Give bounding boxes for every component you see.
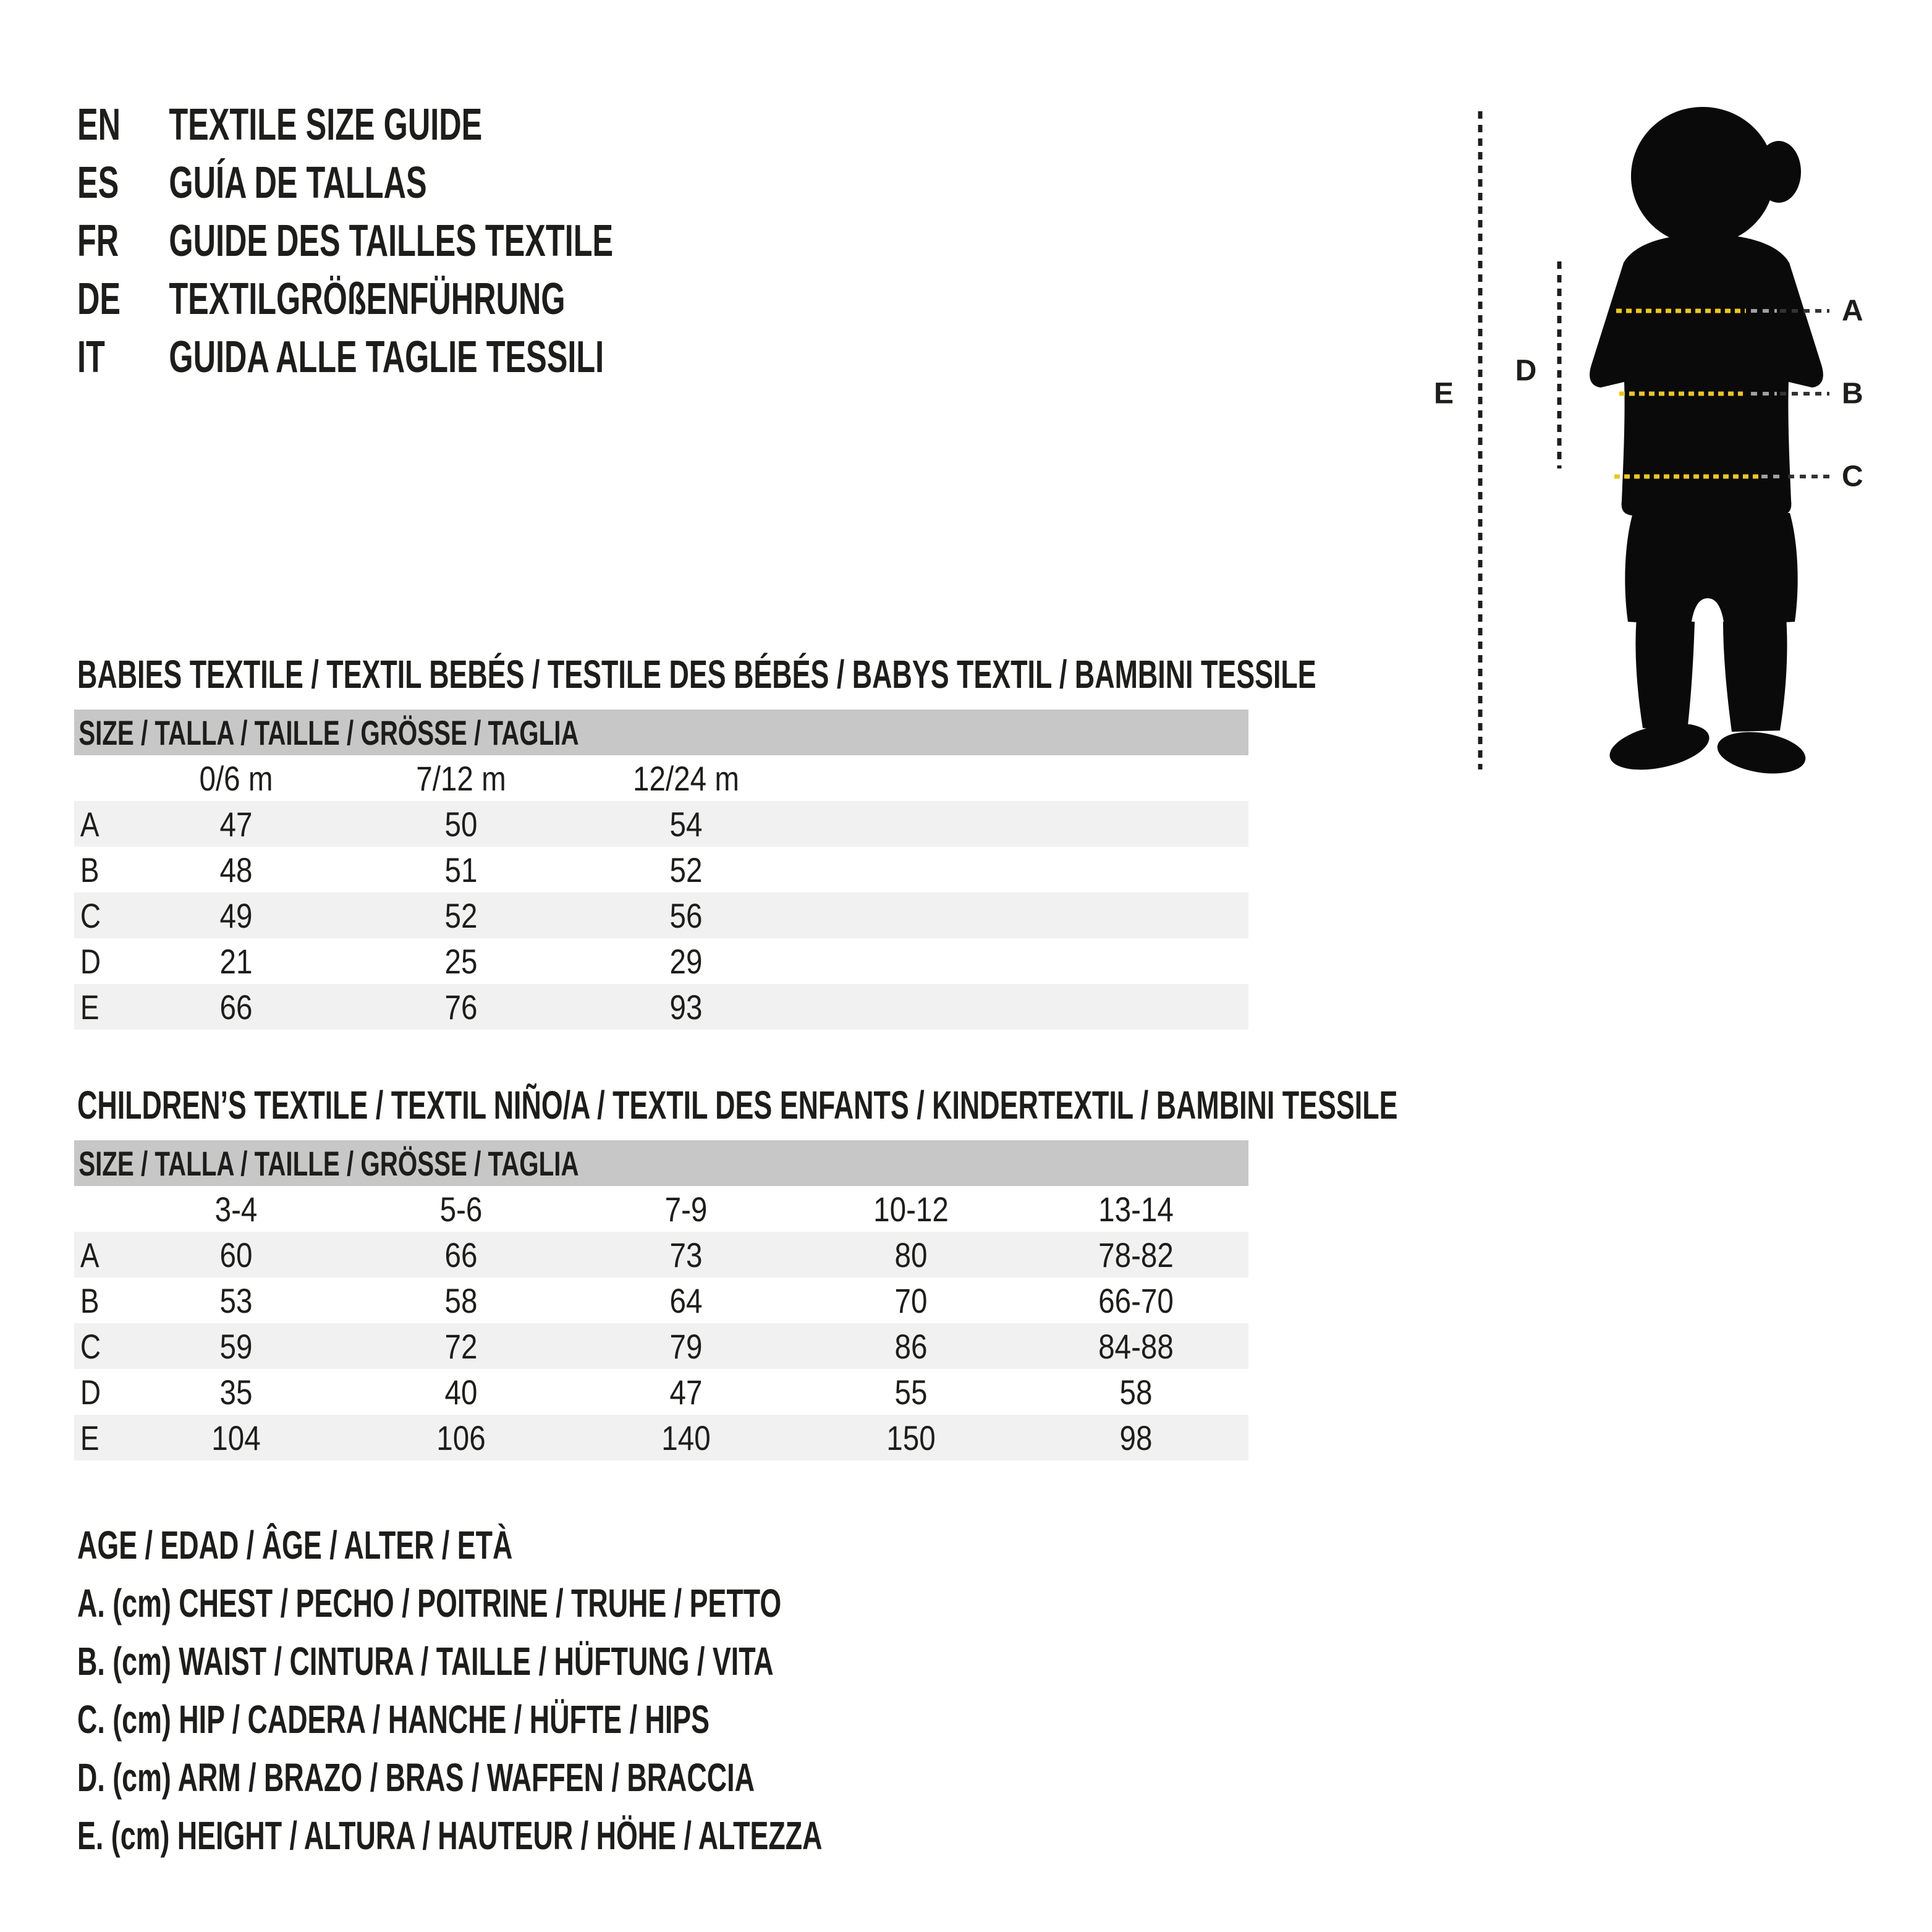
table-row: [74, 1369, 1248, 1415]
table-row: [74, 1277, 1248, 1323]
table-cell: 93: [669, 987, 703, 1027]
row-label: E: [80, 987, 100, 1027]
language-code: IT: [77, 333, 105, 382]
table-cell: 21: [219, 941, 253, 981]
babies-column-header-row: [74, 755, 1248, 801]
row-label: D: [80, 941, 101, 981]
table-cell: 84-88: [1098, 1326, 1174, 1366]
legend-line-arm: D. (cm) ARM / BRAZO / BRAS / WAFFEN / BRACCIA: [77, 1755, 755, 1800]
row-label: C: [80, 1326, 101, 1366]
table-cell: 53: [219, 1281, 253, 1320]
children-size-table: [74, 1140, 1248, 1460]
legend-line-hip: C. (cm) HIP / CADERA / HANCHE / HÜFTE / HIPS: [77, 1697, 710, 1742]
table-cell: 48: [219, 850, 253, 889]
table-cell: 150: [886, 1418, 936, 1457]
language-title: TEXTILE SIZE GUIDE: [169, 100, 483, 150]
column-header: 7-9: [664, 1189, 708, 1229]
measurement-legend: [77, 1516, 1142, 1865]
table-cell: 140: [661, 1418, 711, 1457]
table-row: [74, 1323, 1248, 1369]
children-column-header-row: [74, 1186, 1248, 1232]
babies-section-title: BABIES TEXTILE / TEXTIL BEBÉS / TESTILE DES BÉBÉS / BABYS TEXTIL / BAMBINI TESSILE: [77, 652, 1316, 697]
table-cell: 72: [444, 1326, 478, 1366]
table-cell: 80: [894, 1235, 928, 1274]
row-label: D: [80, 1372, 101, 1412]
table-cell: 49: [219, 896, 253, 935]
language-title: GUIDE DES TAILLES TEXTILE: [169, 216, 614, 266]
figure-label-d: D: [1515, 354, 1537, 388]
language-title: GUIDA ALLE TAGLIE TESSILI: [169, 333, 604, 382]
column-header: 3-4: [214, 1189, 258, 1229]
size-header-label: SIZE / TALLA / TAILLE / GRÖSSE / TAGLIA: [78, 1143, 579, 1183]
legend-line-chest: A. (cm) CHEST / PECHO / POITRINE / TRUHE / PETTO: [77, 1581, 782, 1625]
table-cell: 52: [444, 896, 478, 935]
children-section-title: CHILDREN’S TEXTILE / TEXTIL NIÑO/A / TEXTIL DES ENFANTS / KINDERTEXTIL / BAMBINI TESSILE: [77, 1083, 1398, 1127]
table-cell: 73: [669, 1235, 703, 1274]
table-cell: 29: [669, 941, 703, 981]
language-row-es: [77, 154, 843, 212]
table-cell: 66: [444, 1235, 478, 1274]
table-cell: 86: [894, 1326, 928, 1366]
table-row: [74, 801, 1248, 847]
table-cell: 56: [669, 896, 703, 935]
table-row: [74, 892, 1248, 938]
language-row-it: [77, 328, 843, 386]
table-cell: 35: [219, 1372, 253, 1412]
babies-size-header-bar: [74, 710, 1248, 755]
table-cell: 55: [894, 1372, 928, 1412]
table-cell: 58: [444, 1281, 478, 1320]
table-cell: 50: [444, 804, 478, 844]
language-code: DE: [77, 274, 121, 324]
column-header: 7/12 m: [416, 758, 506, 798]
size-header-label: SIZE / TALLA / TAILLE / GRÖSSE / TAGLIA: [78, 713, 579, 752]
row-label: E: [80, 1418, 100, 1457]
table-cell: 47: [219, 804, 253, 844]
table-cell: 70: [894, 1281, 928, 1320]
table-cell: 106: [436, 1418, 486, 1457]
language-row-en: [77, 96, 843, 154]
table-cell: 98: [1119, 1418, 1153, 1457]
column-header: 5-6: [439, 1189, 483, 1229]
figure-label-a: A: [1842, 294, 1863, 328]
table-cell: 58: [1119, 1372, 1153, 1412]
babies-size-table: [74, 710, 1248, 1030]
table-cell: 59: [219, 1326, 253, 1366]
language-title: TEXTILGRÖßENFÜHRUNG: [169, 274, 566, 324]
row-label: C: [80, 896, 101, 935]
table-cell: 66: [219, 987, 253, 1027]
language-code: FR: [77, 216, 119, 266]
table-cell: 47: [669, 1372, 703, 1412]
table-cell: 54: [669, 804, 703, 844]
figure-label-e: E: [1433, 377, 1454, 410]
language-title-list: [77, 96, 843, 386]
row-label: B: [80, 1281, 100, 1320]
table-cell: 25: [444, 941, 478, 981]
language-title: GUÍA DE TALLAS: [169, 158, 427, 208]
language-code: ES: [77, 158, 119, 208]
table-cell: 76: [444, 987, 478, 1027]
table-cell: 52: [669, 850, 703, 889]
table-cell: 51: [444, 850, 478, 889]
table-cell: 79: [669, 1326, 703, 1366]
legend-line-age: AGE / EDAD / ÂGE / ALTER / ETÀ: [77, 1523, 513, 1567]
table-row: [74, 938, 1248, 984]
language-row-de: [77, 270, 843, 328]
column-header: 13-14: [1098, 1189, 1174, 1229]
table-cell: 64: [669, 1281, 703, 1320]
language-row-fr: [77, 212, 843, 270]
figure-label-c: C: [1842, 460, 1863, 493]
table-row: [74, 1415, 1248, 1460]
column-header: 10-12: [873, 1189, 949, 1229]
row-label: B: [80, 850, 100, 889]
children-size-header-bar: [74, 1140, 1248, 1186]
table-cell: 60: [219, 1235, 253, 1274]
table-row: [74, 847, 1248, 892]
row-label: A: [80, 1235, 100, 1274]
legend-line-waist: B. (cm) WAIST / CINTURA / TAILLE / HÜFTUNG / VITA: [77, 1639, 774, 1684]
table-cell: 104: [211, 1418, 261, 1457]
table-cell: 66-70: [1098, 1281, 1174, 1320]
table-row: [74, 984, 1248, 1030]
row-label: A: [80, 804, 100, 844]
legend-line-height: E. (cm) HEIGHT / ALTURA / HAUTEUR / HÖHE / ALTEZZA: [77, 1813, 823, 1858]
table-cell: 40: [444, 1372, 478, 1412]
table-cell: 78-82: [1098, 1235, 1174, 1274]
figure-label-b: B: [1842, 377, 1863, 410]
column-header: 0/6 m: [199, 758, 273, 798]
column-header: 12/24 m: [633, 758, 739, 798]
table-row: [74, 1232, 1248, 1277]
language-code: EN: [77, 100, 121, 150]
